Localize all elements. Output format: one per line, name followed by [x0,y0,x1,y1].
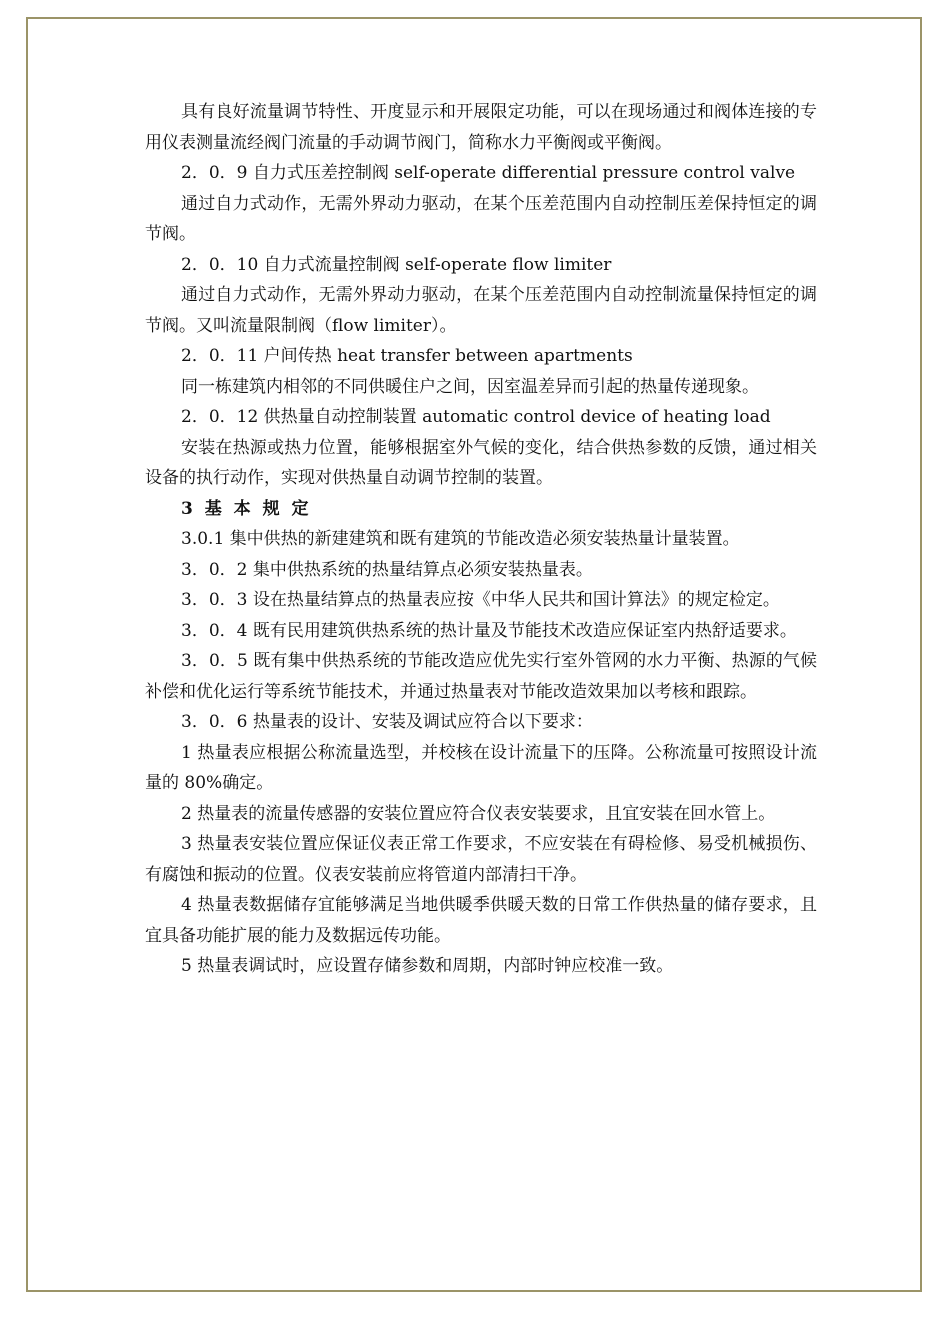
clause-3-0-1: 3.0.1 集中供热的新建建筑和既有建筑的节能改造必须安装热量计量装置。 [181,529,740,549]
clause-3-0-3: 3．0．3 设在热量结算点的热量表应按《中华人民共和国计算法》的规定检定。 [181,590,780,610]
clause-2-0-12-title: 2．0．12 供热量自动控制装置 automatic control device of heating load [181,407,771,427]
paragraph-balance-valve-definition: 具有良好流量调节特性、开度显示和开展限定功能，可以在现场通过和阀体连接的专用仪表测量流经阀门流量的手动调节阀门，简称水力平衡阀或平衡阀。 [145,102,817,153]
clause-2-0-10-body: 通过自力式动作，无需外界动力驱动，在某个压差范围内自动控制流量保持恒定的调节阀。又叫流量限制阀（flow limiter）。 [145,285,817,336]
requirement-item-4: 4 热量表数据储存宜能够满足当地供暖季供暖天数的日常工作供热量的储存要求，且宜具备功能扩展的能力及数据远传功能。 [145,895,817,946]
clause-2-0-12-body: 安装在热源或热力位置，能够根据室外气候的变化，结合供热参数的反馈，通过相关设备的执行动作，实现对供热量自动调节控制的装置。 [145,437,817,488]
requirement-item-5: 5 热量表调试时，应设置存储参数和周期，内部时钟应校准一致。 [181,956,674,976]
clause-3-0-4: 3．0．4 既有民用建筑供热系统的热计量及节能技术改造应保证室内热舒适要求。 [181,620,797,641]
clause-2-0-9-body: 通过自力式动作，无需外界动力驱动，在某个压差范围内自动控制压差保持恒定的调节阀。 [145,193,817,244]
clause-2-0-11-body: 同一栋建筑内相邻的不同供暖住户之间，因室温差异而引起的热量传递现象。 [181,376,759,397]
requirement-item-2: 2 热量表的流量传感器的安装位置应符合仪表安装要求，且宜安装在回水管上。 [181,803,776,824]
requirement-item-3: 3 热量表安装位置应保证仪表正常工作要求，不应安装在有碍检修、易受机械损伤、有腐蚀和振动的位置。仪表安装前应将管道内部清扫干净。 [145,834,817,885]
clause-3-0-6: 3．0．6 热量表的设计、安装及调试应符合以下要求： [181,712,593,732]
clause-2-0-9-title: 2．0．9 自力式压差控制阀 self-operate differential pressure control valve [181,163,796,183]
document-body [145,97,817,982]
requirement-item-1: 1 热量表应根据公称流量选型，并校核在设计流量下的压降。公称流量可按照设计流量的 80%确定。 [145,742,817,793]
clause-2-0-11-title: 2．0．11 户间传热 heat transfer between apartments [181,346,633,366]
clause-3-0-5: 3．0．5 既有集中供热系统的节能改造应优先实行室外管网的水力平衡、热源的气候补偿和优化运行等系统节能技术，并通过热量表对节能改造效果加以考核和跟踪。 [145,651,817,702]
section-3-heading: 3 基 本 规 定 [181,498,312,519]
clause-2-0-10-title: 2．0．10 自力式流量控制阀 self-operate flow limiter [181,254,612,275]
clause-3-0-2: 3．0．2 集中供热系统的热量结算点必须安装热量表。 [181,559,593,580]
